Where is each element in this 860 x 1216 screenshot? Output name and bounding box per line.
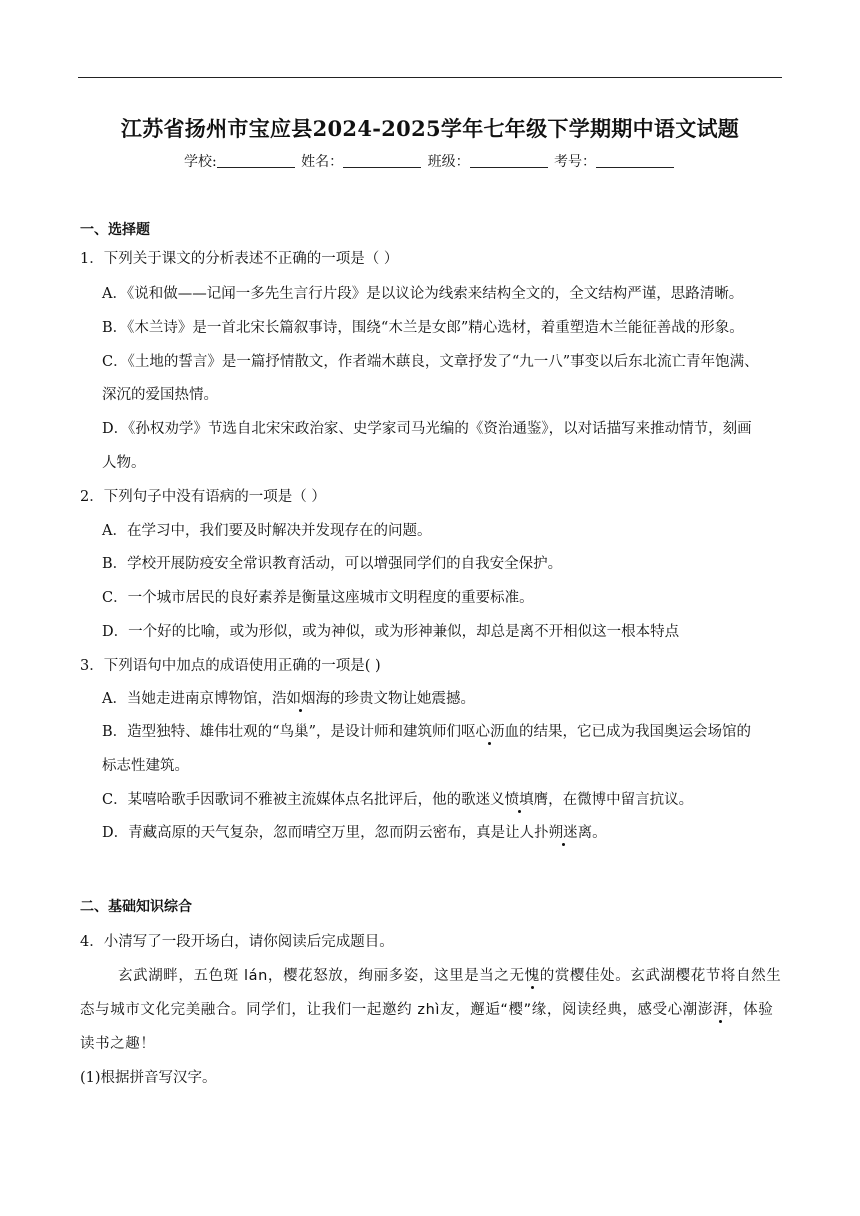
- header-rule: [78, 77, 782, 78]
- dotted-idiom: 义愤填膺: [490, 792, 549, 808]
- question-3-option-b: [102, 720, 751, 741]
- passage-text: 的赏樱佳处。玄武湖樱花节将自然生: [539, 968, 782, 984]
- option-text: C．某嘻哈歌手因歌词不雅被主流媒体点名批评后，他的歌迷: [102, 792, 491, 808]
- passage-text: 态与城市文化完美融合。同学们，让我们一起邀约 zhì友，邂逅“樱”缘，阅读经典，感受心潮澎: [80, 1002, 713, 1018]
- question-1-option-c-cont: 深沉的爱国热情。: [102, 387, 218, 403]
- question-1-option-a: A．《说和做——记闻一多先生言行片段》是以议论为线索来结构全文的，全文结构严谨，思路清晰。: [102, 286, 744, 302]
- question-4-passage-line-1: [118, 964, 781, 985]
- option-text: A．当她走进南京博物馆，: [102, 691, 272, 707]
- question-2-stem: 2．下列句子中没有语病的一项是（ ）: [80, 489, 326, 505]
- question-1-option-b: B．《木兰诗》是一首北宋长篇叙事诗，围绕“木兰是女郎”精心选材，着重塑造木兰能征善战的形象。: [102, 320, 744, 336]
- name-blank[interactable]: [343, 153, 421, 168]
- section-heading-choice: 一、选择题: [80, 222, 150, 238]
- question-2-option-c: C．一个城市居民的良好素养是衡量这座城市文明程度的重要标准。: [102, 590, 534, 606]
- question-4-sub-1: (1)根据拼音写汉字。: [80, 1070, 217, 1086]
- dotted-idiom: 呕心沥血: [460, 724, 519, 740]
- question-1-stem: 1．下列关于课文的分析表述不正确的一项是（ ）: [80, 251, 399, 267]
- question-2-option-b: B．学校开展防疫安全常识教育活动，可以增强同学们的自我安全保护。: [102, 556, 563, 572]
- option-text: B．造型独特、雄伟壮观的“鸟巢”，是设计师和建筑师们: [102, 724, 461, 740]
- option-text: D．青藏高原的天气复杂，忽而晴空万里，忽而阴云密布，真是让人: [102, 825, 535, 841]
- question-3-option-c: [102, 788, 693, 809]
- option-text: 的珍贵文物让她震撼。: [329, 691, 475, 707]
- exam-no-label: 考号：: [554, 154, 597, 170]
- class-label: 班级：: [427, 154, 470, 170]
- question-1-option-c: C．《土地的誓言》是一篇抒情散文，作者端木蕻良，文章抒发了“九一八”事变以后东北流亡青年饱满、: [102, 354, 759, 370]
- option-text: ，在微博中留言抗议。: [548, 792, 694, 808]
- option-text: 的结果，它已成为我国奥运会场馆的: [518, 724, 751, 740]
- exam-no-blank[interactable]: [596, 153, 674, 168]
- question-4-passage-line-2: [80, 998, 773, 1019]
- school-label: 学校:: [183, 154, 217, 170]
- question-1-option-d: D．《孙权劝学》节选自北宋宋政治家、史学家司马光编的《资治通鉴》，以对话描写来推动情节，刻画: [102, 421, 752, 437]
- dotted-idiom: 浩如烟海: [271, 691, 330, 707]
- dotted-char: 湃: [712, 1002, 729, 1018]
- question-2-option-a: A．在学习中，我们要及时解决并发现存在的问题。: [102, 523, 432, 539]
- student-info-line: [0, 151, 860, 171]
- option-text: 。: [592, 825, 607, 841]
- page-title: 江苏省扬州市宝应县2024-2025学年七年级下学期期中语文试题: [120, 116, 740, 141]
- school-blank[interactable]: [217, 153, 295, 168]
- class-blank[interactable]: [470, 153, 548, 168]
- question-3-option-a: [102, 687, 475, 708]
- question-3-option-b-cont: 标志性建筑。: [102, 758, 189, 774]
- question-1-option-d-cont: 人物。: [102, 455, 146, 471]
- passage-text: 玄武湖畔，五色斑 lán，樱花怒放，绚丽多姿，这里是当之无: [118, 968, 525, 984]
- question-4-stem: 4．小清写了一段开场白，请你阅读后完成题目。: [80, 934, 394, 950]
- name-label: 姓名：: [301, 154, 344, 170]
- question-2-option-d: D．一个好的比喻，或为形似，或为神似，或为形神兼似，却总是离不开相似这一根本特点: [102, 624, 680, 640]
- dotted-idiom: 扑朔迷离: [534, 825, 593, 841]
- dotted-char: 愧: [524, 968, 540, 984]
- question-4-passage-line-3: 读书之趣！: [80, 1036, 156, 1052]
- passage-text: ，体验: [728, 1002, 774, 1018]
- section-heading-basic-knowledge: 二、基础知识综合: [80, 899, 192, 915]
- question-3-option-d: [102, 821, 607, 842]
- question-3-stem: 3．下列语句中加点的成语使用正确的一项是( ): [80, 658, 381, 674]
